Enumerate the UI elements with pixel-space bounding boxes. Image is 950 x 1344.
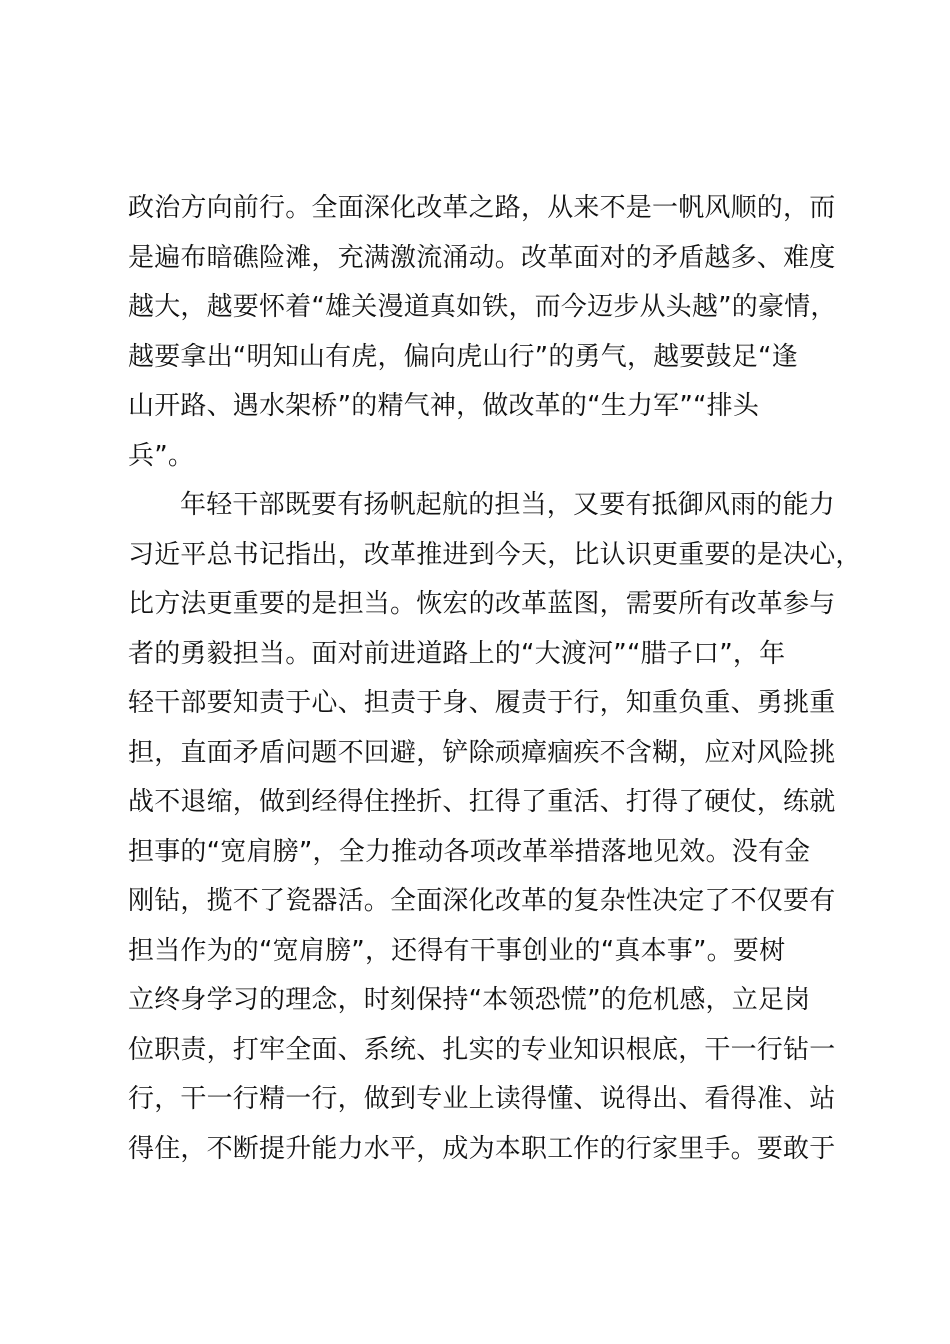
text-line: 得住，不断提升能力水平，成为本职工作的行家里手。要敢于 xyxy=(128,1133,836,1164)
text-line: 越大，越要怀着“雄关漫道真如铁，而今迈步从头越”的豪情， xyxy=(128,292,837,322)
text-line: 政治方向前行。全面深化改革之路，从来不是一帆风顺的，而 xyxy=(128,193,836,223)
text-line: 越要拿出“明知山有虎，偏向虎山行”的勇气，越要鼓足“逢 xyxy=(128,341,798,372)
text-line: 担事的“宽肩膀”，全力推动各项改革举措落地见效。没有金 xyxy=(128,836,811,867)
body-text xyxy=(128,184,862,1174)
text-line: 是遍布暗礁险滩，充满激流涌动。改革面对的矛盾越多、难度 xyxy=(128,242,836,273)
text-line: 兵”。 xyxy=(128,440,195,471)
text-line: 位职责，打牢全面、系统、扎实的专业知识根底，干一行钻一 xyxy=(128,1034,836,1065)
text-line: 比方法更重要的是担当。恢宏的改革蓝图，需要所有改革参与 xyxy=(128,589,836,619)
text-line: 者的勇毅担当。面对前进道路上的“大渡河”“腊子口”，年 xyxy=(128,638,786,669)
text-line: 战不退缩，做到经得住挫折、扛得了重活、打得了硬仗，练就 xyxy=(128,787,836,817)
text-line: 山开路、遇水架桥”的精气神，做改革的“生力军”“排头 xyxy=(128,391,760,421)
text-line: 刚钻，揽不了瓷器活。全面深化改革的复杂性决定了不仅要有 xyxy=(128,886,836,916)
text-line: 担当作为的“宽肩膀”，还得有干事创业的“真本事”。要树 xyxy=(128,935,786,966)
text-line: 行，干一行精一行，做到专业上读得懂、说得出、看得准、站 xyxy=(128,1084,836,1114)
text-line: 担，直面矛盾问题不回避，铲除顽瘴痼疾不含糊，应对风险挑 xyxy=(128,737,836,768)
text-line: 习近平总书记指出，改革推进到今天，比认识更重要的是决心， xyxy=(128,539,862,570)
paragraph-heading-line: 年轻干部既要有扬帆起航的担当，又要有抵御风雨的能力 xyxy=(180,490,836,520)
text-line: 轻干部要知责于心、担责于身、履责于行，知重负重、勇挑重 xyxy=(128,688,836,718)
text-line: 立终身学习的理念，时刻保持“本领恐慌”的危机感，立足岗 xyxy=(128,985,811,1015)
